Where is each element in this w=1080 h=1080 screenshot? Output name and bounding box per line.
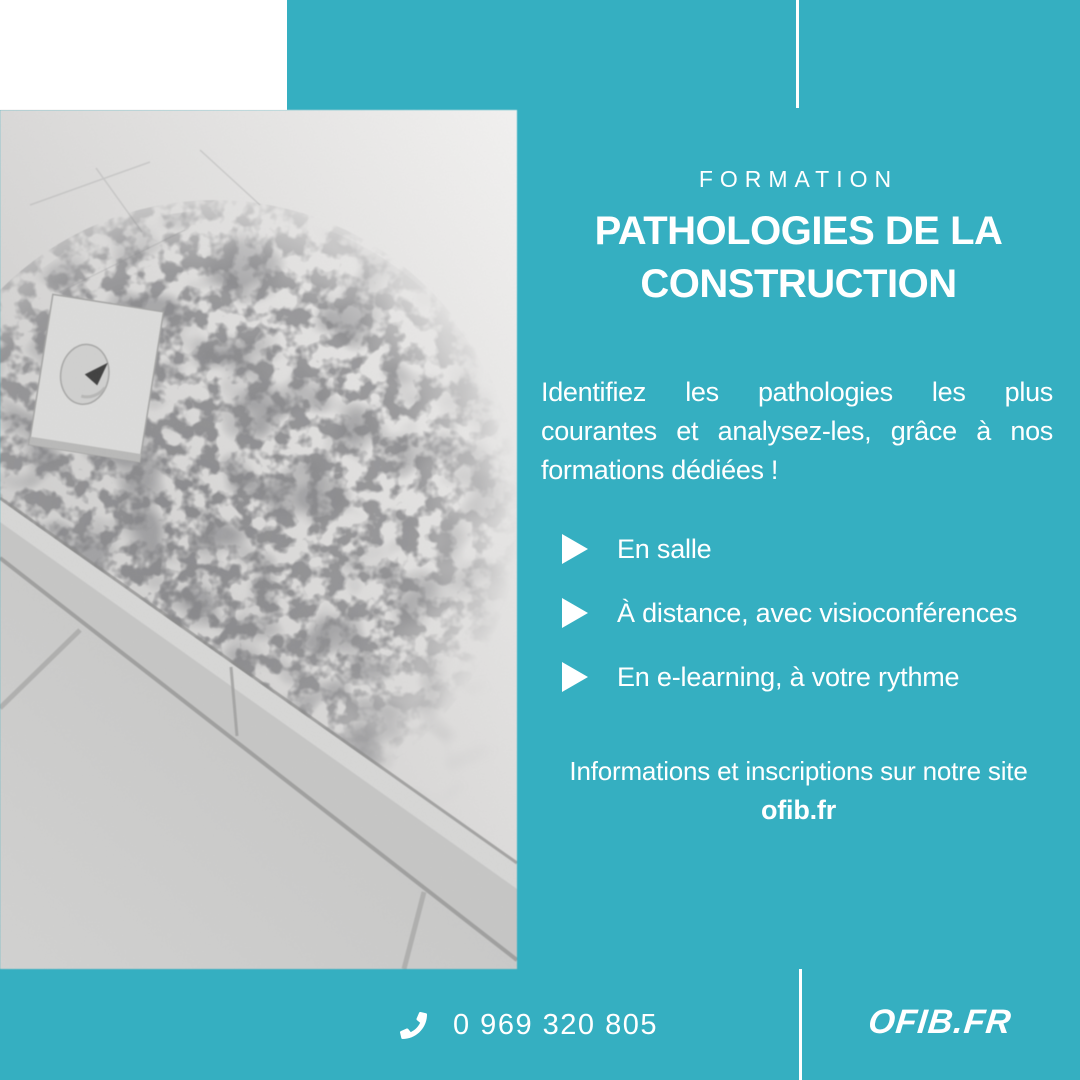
- format-list-item: [562, 661, 1017, 693]
- website-url: ofib.fr: [760, 795, 837, 825]
- phone-contact: [400, 1005, 658, 1045]
- phone-icon: [400, 1012, 427, 1039]
- course-title: [517, 205, 1080, 311]
- format-list-item: [562, 597, 1017, 629]
- intro-line: courantes et analysez-les, grâce à nos: [541, 416, 1053, 446]
- format-list-item: [562, 533, 1017, 565]
- text-column: [517, 0, 1080, 969]
- ofib-logo: OFIB.FR: [866, 1003, 1014, 1041]
- course-title-line1: PATHOLOGIES DE LA: [594, 209, 1003, 253]
- intro-paragraph: [541, 373, 1053, 490]
- mold-photo-illustration: [0, 110, 517, 969]
- website-note-text: Informations et inscriptions sur notre site: [569, 756, 1028, 786]
- intro-line: Identifiez les pathologies les plus: [541, 377, 1053, 407]
- triangle-right-icon: [562, 534, 588, 564]
- mold-wall-photo: [0, 110, 517, 969]
- triangle-right-icon: [562, 662, 588, 692]
- formation-eyebrow: FORMATION: [698, 166, 899, 192]
- triangle-right-icon: [562, 598, 588, 628]
- top-left-white-panel: [0, 0, 287, 110]
- course-title-line2: CONSTRUCTION: [640, 262, 957, 306]
- format-label: En e-learning, à votre rythme: [617, 661, 960, 692]
- website-note: [517, 752, 1080, 830]
- format-label: À distance, avec visioconférences: [617, 597, 1018, 628]
- phone-number: 0 969 320 805: [453, 1008, 658, 1041]
- format-label: En salle: [617, 533, 712, 564]
- intro-line: formations dédiées !: [541, 455, 779, 485]
- training-format-list: [562, 533, 1017, 725]
